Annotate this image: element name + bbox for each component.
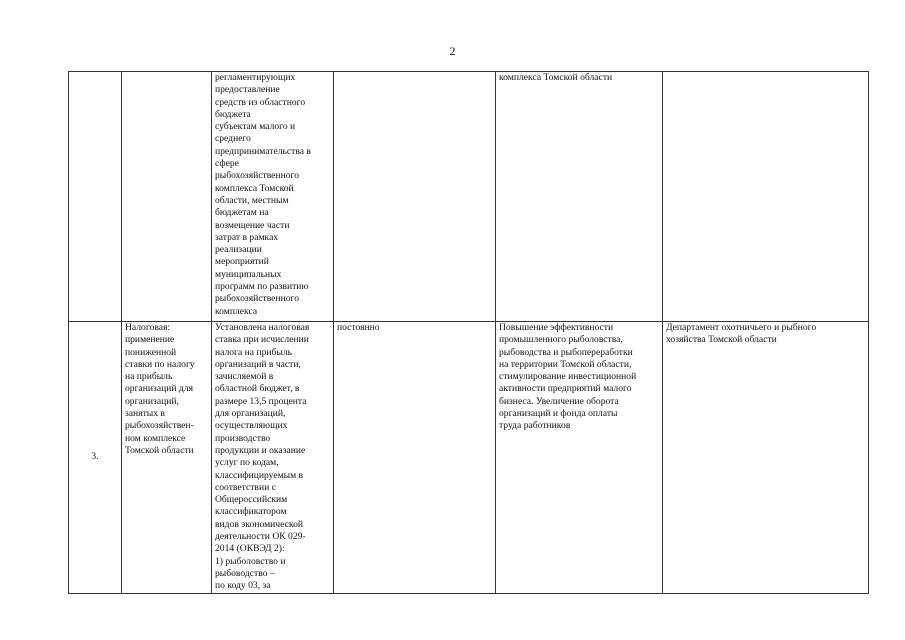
row-number-cell: 3.: [69, 322, 122, 594]
page-number: 2: [449, 44, 456, 58]
description-cell: регламентирующих предоставление средств из областного бюджета субъектам малого и среднего предпринимательства в сфере рыбохозяйственного комплекса Томской области, местным бюджетам на возмещение части затрат в рамках реализации мероприятий муниципальных программ по развитию рыбохозяйственного комплекса: [212, 72, 334, 322]
measure-cell: Налоговая: применение пониженной ставки по налогу на прибыль организаций для организаций, занятых в рыбохозяйствен- ном комплексе Томской области: [122, 322, 212, 594]
result-cell: Повышение эффективности промышленного рыболовства, рыбоводства и рыбопереработки на территории Томской области, стимулирование инвестиционной активности предприятий малого бизнеса. Увеличение оборота организаций и фонда оплаты труда работников: [496, 322, 663, 594]
table-row: [69, 72, 869, 322]
period-cell: [334, 72, 496, 322]
row-number-cell: [69, 72, 122, 322]
responsible-cell: [663, 72, 869, 322]
table-row: [69, 322, 869, 594]
result-cell: комплекса Томской области: [496, 72, 663, 322]
measures-table: [68, 71, 869, 594]
responsible-cell: Департамент охотничьего и рыбного хозяйства Томской области: [663, 322, 869, 594]
period-cell: постоянно: [334, 322, 496, 594]
description-cell: Установлена налоговая ставка при исчислении налога на прибыль организаций в части, зачисляемой в областной бюджет, в размере 13,5 процента для организаций, осуществляющих производство продукции и оказание услуг по кодам, классифицируемым в соответствии с Общероссийским классификатором видов экономической деятельности ОК 029- 2014 (ОКВЭД 2): 1) рыболовство и рыбоводство – по коду 03, за: [212, 322, 334, 594]
measure-cell: [122, 72, 212, 322]
